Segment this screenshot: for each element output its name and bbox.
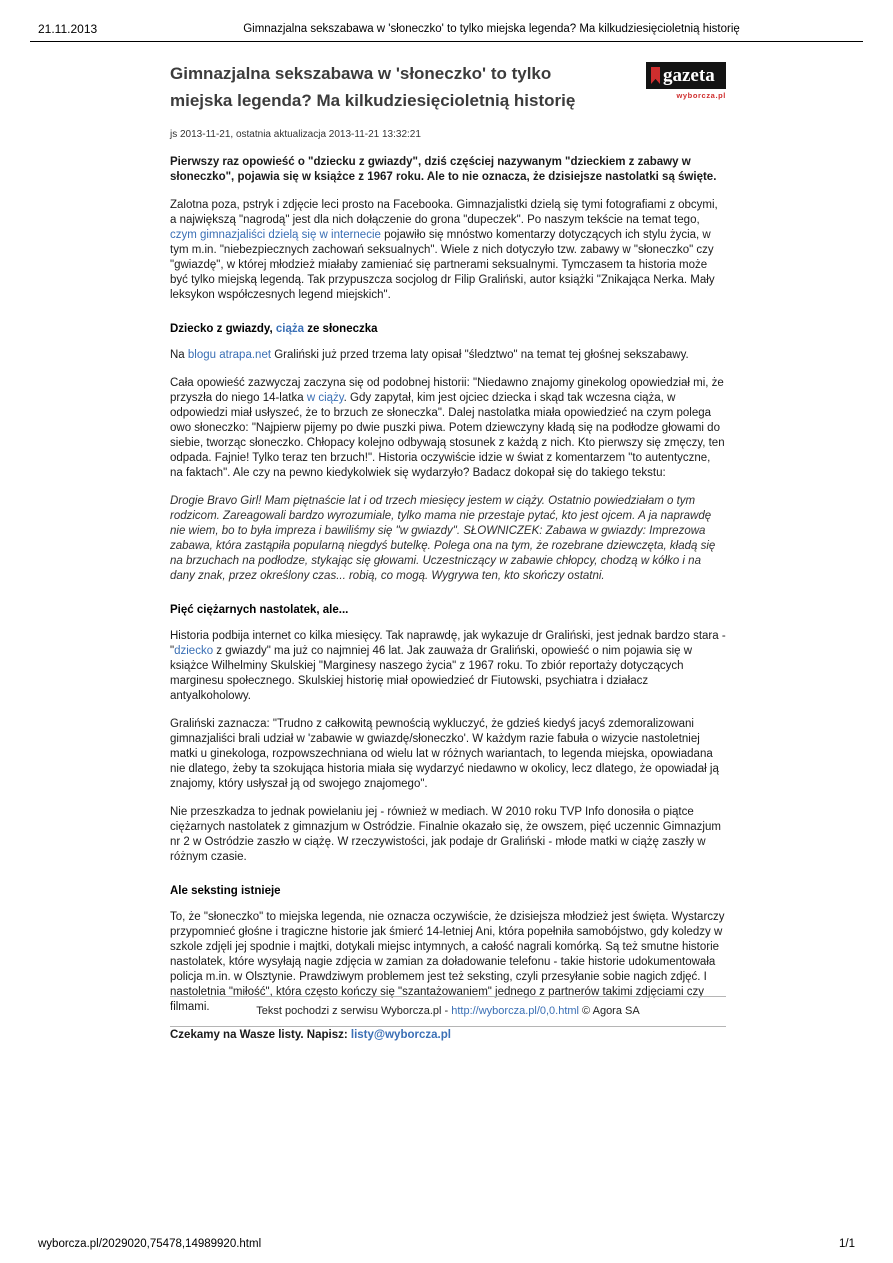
article-header — [170, 60, 726, 114]
article-paragraph: Nie przeszkadza to jednak powielaniu jej - również w mediach. W 2010 roku TVP Info donosiła o piątce ciężarnych nastolatek z gimnazjum w Ostródzie. Finalnie okazało się, że owszem, pięć uczennic Gimnazjum nr 2 w Ostródzie zaszło w ciążę. W rzeczywistości, jak podaje dr Graliński - młode matki w ciążę zaszły w różnym czasie. — [170, 806, 721, 863]
logo-wordmark: gazeta — [663, 65, 715, 86]
article-paragraph: Czekamy na Wasze listy. Napisz: listy@wyborcza.pl — [170, 1029, 451, 1041]
source-footer-prefix: Tekst pochodzi z serwisu Wyborcza.pl - — [256, 1005, 452, 1017]
inline-link[interactable]: blogu atrapa.net — [187, 349, 272, 361]
inline-link[interactable]: listy@wyborcza.pl — [350, 1029, 451, 1041]
print-page-title: Gimnazjalna sekszabawa w 'słoneczko' to tylko miejska legenda? Ma kilkudziesięcioletnią historię — [243, 23, 740, 35]
print-footer-url: wyborcza.pl/2029020,75478,14989920.html — [38, 1238, 262, 1250]
article-paragraph: Drogie Bravo Girl! Mam piętnaście lat i od trzech miesięcy jestem w ciąży. Ostatnio powiedziałam o tym rodzicom. Zareagowali bardzo wyrozumiale, tylko mama nie przestaje pytać, kto jest ojcem. A ja naprawdę nie wiem, bo to była impreza i bawiliśmy się "w gwiazdy". SŁOWNICZEK: Zabawa w gwiazdy: Imprezowa zabawa, która zastąpiła popularną niegdyś butelkę. Polega ona na tym, że rozebrane dziewczęta, kładą się na brzuchach na podłodze, stykając się głowami. Uczestniczący w zabawie chłopcy, chodzą w kółko i na dany znak, przez określony czas... robią, co mogą. Wygrywa ten, kto skończy ostatni. — [170, 495, 716, 582]
inline-link[interactable]: czym gimnazjaliści dzielą się w internecie — [170, 229, 381, 241]
article-title: Gimnazjalna sekszabawa w 'słoneczko' to tylko miejska legenda? Ma kilkudziesięcioletnią historię — [170, 64, 576, 110]
logo-subtitle: wyborcza.pl — [676, 91, 726, 100]
source-footer — [170, 996, 726, 1027]
gazeta-logo-box — [646, 62, 726, 89]
header-divider — [30, 41, 863, 42]
article-byline: js 2013-11-21, ostatnia aktualizacja 2013-11-21 13:32:21 — [170, 129, 421, 140]
article-paragraph: To, że "słoneczko" to miejska legenda, nie oznacza oczywiście, że dzisiejsza młodzież jest święta. Wystarczy przypomnieć głośne i tragiczne historie jak śmierć 14-letniej Ani, która popełniła samobójstwo, gdy koledzy w szkole zdjęli jej spodnie i majtki, dotykali miejsc intymnych, a całość nagrali komórką. Są też smutne historie nastolatek, które wysyłają nagie zdjęcia w zamian za doładowanie telefonu - takie historie udokumentowała policja m.in. w Olsztynie. Prawdziwym problemem jest też seksting, czyli przesyłanie sobie nagich zdjęć. I nastoletnia "miłość", która często kończy się "szantażowaniem" jednego z partnerów takimi zdjęciami czy filmami. — [170, 911, 725, 1013]
article-paragraph: Graliński zaznacza: "Trudno z całkowitą pewnością wykluczyć, że gdzieś kiedyś jacyś zdemoralizowani gimnazjaliści brali udział w 'zabawie w gwiazdę/słoneczko'. W każdym razie fabuła o wizycie nastoletniej matki u ginekologa, rozpowszechniana od wielu lat w różnych wariantach, to legenda miejska, opowiadana nie dlatego, żeby ta szokująca historia miała się wydarzyć niedawno w okolicy, lecz dlatego, że opowiadał ją znajomy, który usłyszał ją od swojego znajomego". — [170, 718, 719, 790]
source-footer-suffix: © Agora SA — [579, 1005, 640, 1017]
article-subheading: Ale seksting istnieje — [170, 885, 281, 897]
article-paragraph: Historia podbija internet co kilka miesięcy. Tak naprawdę, jak wykazuje dr Graliński, jest jednak bardzo stara - "dziecko z gwiazdy" ma już co najmniej 46 lat. Jak zauważa dr Graliński, opowieść o nim pojawia się w książce Wilhelminy Skulskiej "Marginesy naszego życia" z 1967 roku. To zbiór reportaży dotyczących marginesu społecznego. Skulskiej historię miał opowiedzieć dr Fiutowski, psychiatra i działacz antyalkoholowy. — [170, 630, 726, 702]
print-footer-page-number: 1/1 — [839, 1238, 855, 1250]
gazeta-logo — [646, 62, 726, 100]
article-paragraph: Na blogu atrapa.net Graliński już przed trzema laty opisał "śledztwo" na temat tej głośnej sekszabawy. — [170, 349, 689, 361]
logo-flag-icon — [651, 67, 660, 84]
article-lead: Pierwszy raz opowieść o "dziecku z gwiazdy", dziś częściej nazywanym "dzieckiem z zabawy w słoneczko", pojawia się w książce z 1967 roku. Ale to nie oznacza, że dzisiejsze nastolatki są święte. — [170, 156, 717, 183]
article-container — [170, 60, 726, 1056]
article-paragraph: Zalotna poza, pstryk i zdjęcie leci prosto na Facebooka. Gimnazjalistki dzielą się tymi fotografiami z obcymi, a największą "nagrodą" jest dla nich dołączenie do grona "dupeczek". Po naszym tekście na temat tego, czym gimnazjaliści dzielą się w internecie pojawiło się mnóstwo komentarzy dotyczących ich stylu życia, w tym m.in. "niebezpiecznych zachowań seksualnych". Wiele z nich dotyczyło tzw. zabawy w "słoneczko" czy "gwiazdę", w której młodzież miałaby zamieniać się partnerami seksualnymi. Tymczasem ta historia może być tylko miejską legendą. Tak przypuszcza socjolog dr Filip Graliński, autor książki "Znikająca Nerka. Mały leksykon współczesnych legend miejskich". — [170, 199, 718, 301]
article-subheading: Dziecko z gwiazdy, ciąża ze słoneczka — [170, 323, 378, 335]
inline-link[interactable]: dziecko — [174, 645, 214, 657]
article-paragraph: Cała opowieść zazwyczaj zaczyna się od podobnej historii: "Niedawno znajomy ginekolog opowiedział mi, że przyszła do niego 14-latka w ciąży. Gdy zapytał, kim jest ojciec dziecka i skąd tak wczesna ciąża, w odpowiedzi miał usłyszeć, że to brzuch ze słoneczka". Dalej nastolatka miała opowiedzieć na czym polega owo słoneczko: "Najpierw pijemy po dwie puszki piwa. Potem dziewczyny kładą się na podłodze głowami do siebie, tworząc słoneczko. Chłopacy kolejno odbywają stosunek z każdą z nich. Kto pierwszy się zmęczy, ten odpada. Fajnie! Tylko teraz ten brzuch!". Historia oczywiście idzie w świat z komentarzem "to autentyczne, na faktach". Ale czy na pewno kiedykolwiek się wydarzyło? Badacz dokopał się do takiego tekstu: — [170, 377, 725, 479]
inline-link[interactable]: ciąża — [275, 323, 305, 335]
inline-link[interactable]: w ciąży — [306, 392, 344, 404]
source-footer-link[interactable]: http://wyborcza.pl/0,0.html — [451, 1005, 579, 1017]
article-body — [170, 198, 726, 1043]
print-date: 21.11.2013 — [38, 22, 98, 36]
article-subheading: Pięć ciężarnych nastolatek, ale... — [170, 604, 349, 616]
